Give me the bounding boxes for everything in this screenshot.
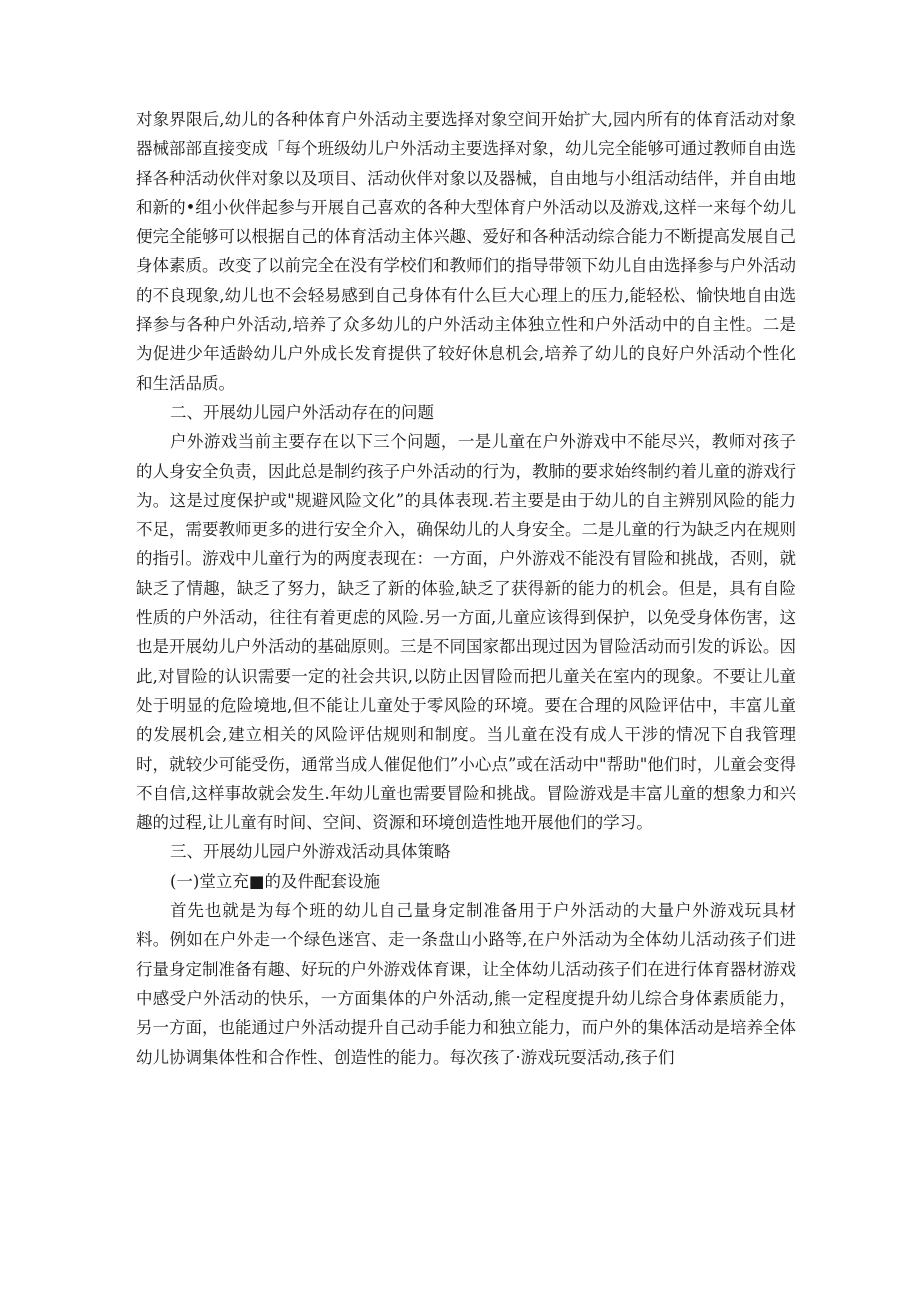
document-page [136, 105, 796, 1072]
subsection-heading-facilities: (一)堂立充■的及件配套设施 [170, 871, 380, 891]
section-heading-problems: 二、开展幼儿园户外活动存在的问题 [170, 402, 434, 422]
paragraph-intro-continuation: 对象界限后,幼儿的各种体育户外活动主要选择对象空间开始扩大,园内所有的体育活动对象器械部部直接变成「每个班级幼儿户外活动主要选择对象，幼儿完全能够可通过教师自由选择各种活动伙伴对象以及项目、活动伙伴对象以及器械，自由地与小组活动结伴，并自由地和新的•组小伙伴起参与开展自己喜欢的各种大型体育户外活动以及游戏,这样一来每个幼儿便完全能够可以根据自己的体育活动主体兴趣、爱好和各种活动综合能力不断提高发展自己身体素质。改变了以前完全在没有学校们和教师们的指导带领下幼儿自由选择参与户外活动的不良现象,幼儿也不会轻易感到自己身体有什么巨大心理上的压力,能轻松、愉快地自由选择参与各种户外活动,培养了众多幼儿的户外活动主体独立性和户外活动中的自主性。二是为促进少年适龄幼儿户外成长发育提供了较好休息机会,培养了幼儿的良好户外活动个性化和生活品质。 [136, 110, 796, 393]
section-heading-strategies: 三、开展幼儿园户外游戏活动具体策略 [170, 842, 451, 862]
paragraph-problems: 户外游戏当前主要存在以下三个问题，一是儿童在户外游戏中不能尽兴，教师对孩子的人身安全负责，因此总是制约孩子户外活动的行为，教肺的要求始终制约着儿童的游戏行为。这是过度保护或"规避风险文化”的具体表现.若主要是由于幼儿的自主辨别风险的能力不足，需要教师更多的进行安全介入，确保幼儿的人身安全。二是儿童的行为缺乏内在规则的指引。游戏中儿童行为的两度表现在：一方面，户外游戏不能没有冒险和挑战，否则，就缺乏了情趣，缺乏了努力，缺乏了新的体验,缺乏了获得新的能力的机会。但是，具有自险性质的户外活动，往往有着更虑的风险.另一方面,儿童应该得到保护，以免受身体伤害，这也是开展幼儿户外活动的基础原则。三是不同国家都出现过因为冒险活动而引发的诉讼。因此,对冒险的认识需要一定的社会共识,以防止因冒险而把儿童关在室内的现象。不要让儿童处于明显的危险境地,但不能让儿童处于零风险的环境。要在合理的风险评估中，丰富儿童的发展机会,建立相关的风险评估规则和制度。当儿童在没有成人干涉的情况下自我管理时，就较少可能受伤，通常当成人催促他们”小心点”或在活动中"帮助"他们时，儿童会变得不自信,这样事故就会发生.年幼儿童也需要冒险和挑战。冒险游戏是丰富儿童的想象力和兴趣的过程,让儿童有时间、空间、资源和环境创造性地开展他们的学习。 [136, 432, 796, 833]
paragraph-facilities: 首先也就是为每个班的幼儿自己量身定制准备用于户外活动的大量户外游戏玩具材料。例如在户外走一个绿色迷宫、走一条盘山小路等,在户外活动为全体幼儿活动孩子们进行量身定制准备有趣、好玩的户外游戏体育课，让全体幼儿活动孩子们在进行体育器材游戏中感受户外活动的快乐，一方面集体的户外活动,熊一定程度提升幼儿综合身体素质能力，另一方面，也能通过户外活动提升自己动手能力和独立能力，而户外的集体活动是培养全体幼儿协调集体性和合作性、创造性的能力。每次孩了·游戏玩耍活动,孩子们 [136, 901, 796, 1067]
